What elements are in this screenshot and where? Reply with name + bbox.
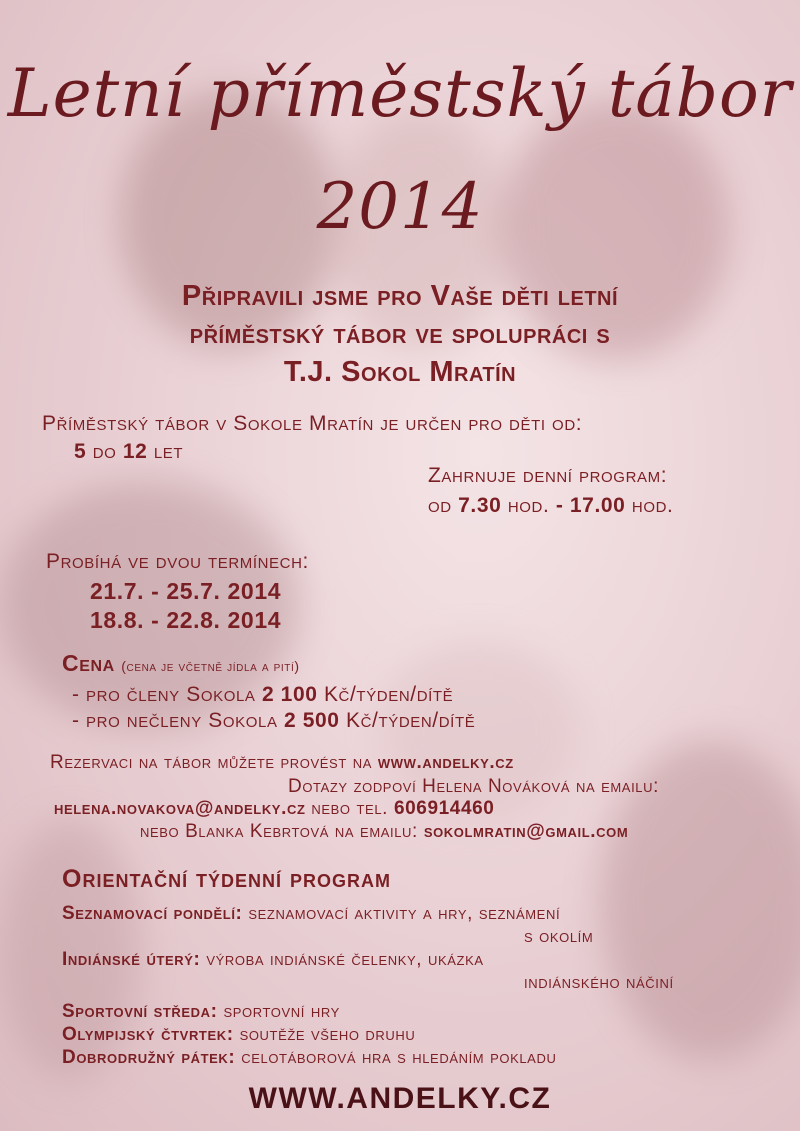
program-heading: Orientační týdenní program [62,865,392,893]
age-unit: let [153,440,184,463]
program-day: Sportovní středa: [62,1001,218,1022]
program-day: Indiánské úterý: [62,949,201,970]
poster-year: 2014 [316,170,484,244]
schedule-from-label: od [428,494,452,517]
intro-line: příměstský tábor ve spolupráci s [189,318,611,350]
contact-line-3 [54,798,494,820]
program-desc: celotáborová hra s hledáním pokladu [241,1047,557,1068]
intro-line: T.J. Sokol Mratín [283,356,517,388]
program-item [62,948,674,971]
price-row-prefix: - pro členy Sokola [72,683,256,706]
price-row-suffix: Kč/týden/dítě [346,709,476,732]
contact-line-4 [140,821,628,843]
contact-text: Rezervaci na tábor můžete provést na [50,752,372,773]
terms-text: Probíhá ve dvou termínech: [46,550,309,573]
schedule-hours [428,494,673,518]
program-desc: seznamovací aktivity a hry, seznámení [248,903,561,924]
intro-text [0,277,800,391]
age-text: Příměstský tábor v Sokole Mratín je určen pro děti od: [42,412,583,435]
age-from: 5 [74,440,87,463]
price-info [62,650,475,733]
schedule-to: 17.00 [569,494,626,517]
program-item [62,1023,674,1046]
price-heading [62,650,475,677]
contact-line-2: Dotazy zodpoví Helena Nováková na emailu: [288,776,659,797]
price-row-amount: 2 500 [284,709,340,732]
email-link-blanka[interactable]: sokolmratin@gmail.com [423,821,629,842]
intro-line: Připravili jsme pro Vaše děti letní [181,280,619,312]
program-day: Seznamovací pondělí: [62,903,243,924]
email-link-helena[interactable]: helena.novakova@andelky.cz [54,798,306,819]
term-date: 18.8. - 22.8. 2014 [90,607,282,633]
terms-info [46,550,309,634]
program-item [62,1046,674,1069]
contact-text: nebo tel. [311,798,389,819]
term-date: 21.7. - 25.7. 2014 [90,578,282,604]
price-label: Cena [62,650,115,676]
price-row-suffix: Kč/týden/dítě [323,683,454,706]
program-desc: výroba indiánské čelenky, ukázka [206,949,484,970]
price-row [72,709,475,733]
website-link[interactable]: www.andelky.cz [377,752,514,773]
program-list [62,902,674,1069]
age-mid: do [92,440,117,463]
program-item-cont: indiánského náčiní [524,972,674,993]
schedule-unit: hod. [507,494,550,517]
age-range [74,440,582,464]
contact-line-1 [50,752,514,774]
poster-title: Letní příměstský tábor [7,55,793,132]
schedule-text: Zahrnuje denní program: [428,464,668,487]
daily-schedule [428,464,673,518]
price-row-prefix: - pro nečleny Sokola [72,709,278,732]
program-day: Dobrodružný pátek: [62,1047,236,1068]
program-desc: sportovní hry [223,1001,340,1022]
price-row-amount: 2 100 [261,683,318,706]
program-item [62,1000,674,1023]
program-item [62,902,674,925]
program-desc: soutěže všeho druhu [239,1024,416,1045]
schedule-dash: - [555,494,564,517]
age-to: 12 [122,440,148,463]
schedule-from: 7.30 [458,494,502,517]
schedule-unit: hod. [631,494,674,517]
program-day: Olympijský čtvrtek: [62,1024,234,1045]
price-row [72,683,475,707]
price-note: (cena je včetně jídla a pití) [121,658,300,674]
phone-number[interactable]: 606914460 [393,798,495,819]
program-item-cont: s okolím [524,926,594,947]
footer-website[interactable]: WWW.ANDELKY.CZ [248,1082,552,1115]
age-info [42,412,582,464]
contact-text: nebo Blanka Kebrtová na emailu: [140,821,418,842]
